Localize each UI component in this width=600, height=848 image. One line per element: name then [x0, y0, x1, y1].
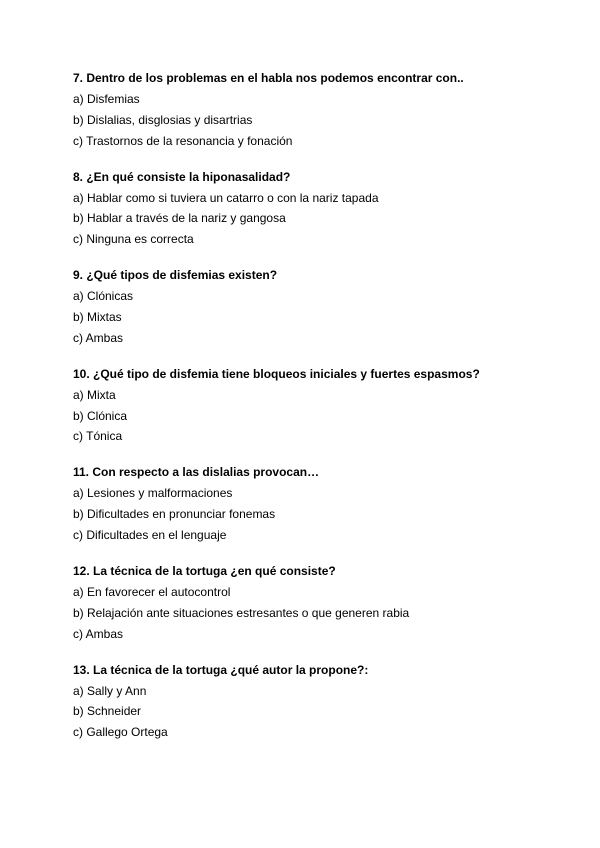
question-title: 8. ¿En qué consiste la hiponasalidad? [73, 169, 291, 184]
answer-option-a: a) Hablar como si tuviera un catarro o con la nariz tapada [73, 190, 379, 205]
answer-option-a: a) Lesiones y malformaciones [73, 486, 233, 501]
question-10 [73, 366, 573, 445]
answer-option-c: c) Ninguna es correcta [73, 232, 194, 247]
answer-option-b: b) Schneider [73, 704, 142, 719]
answer-option-b: b) Relajación ante situaciones estresantes o que generen rabia [73, 605, 410, 620]
quiz-question-list [73, 70, 573, 760]
question-title: 11. Con respecto a las dislalias provocan… [73, 465, 320, 480]
question-9 [73, 267, 573, 346]
answer-option-c: c) Dificultades en el lenguaje [73, 527, 227, 542]
answer-option-c: c) Ambas [73, 626, 124, 641]
answer-option-a: a) Mixta [73, 387, 116, 402]
question-title: 7. Dentro de los problemas en el habla nos podemos encontrar con.. [73, 71, 464, 85]
answer-option-a: a) Clónicas [73, 289, 134, 304]
answer-option-b: b) Dificultades en pronunciar fonemas [73, 507, 276, 522]
answer-option-a: a) Sally y Ann [73, 683, 147, 698]
question-12 [73, 563, 573, 642]
answer-option-b: b) Mixtas [73, 309, 122, 324]
question-title: 9. ¿Qué tipos de disfemias existen? [73, 268, 278, 283]
question-title: 10. ¿Qué tipo de disfemia tiene bloqueos iniciales y fuertes espasmos? [73, 366, 480, 381]
question-13 [73, 662, 573, 741]
answer-option-c: c) Ambas [73, 330, 124, 345]
question-title: 12. La técnica de la tortuga ¿en qué consiste? [73, 563, 336, 578]
question-11 [73, 464, 573, 543]
question-title: 13. La técnica de la tortuga ¿qué autor la propone?: [73, 662, 369, 677]
answer-option-b: b) Dislalias, disglosias y disartrias [73, 112, 253, 127]
answer-option-a: a) Disfemias [73, 92, 140, 106]
answer-option-c: c) Trastornos de la resonancia y fonación [73, 133, 293, 148]
answer-option-a: a) En favorecer el autocontrol [73, 584, 231, 599]
answer-option-b: b) Clónica [73, 408, 128, 423]
question-7 [73, 70, 573, 149]
answer-option-c: c) Tónica [73, 429, 123, 444]
question-8 [73, 169, 573, 248]
answer-option-c: c) Gallego Ortega [73, 725, 168, 740]
answer-option-b: b) Hablar a través de la nariz y gangosa [73, 211, 286, 226]
